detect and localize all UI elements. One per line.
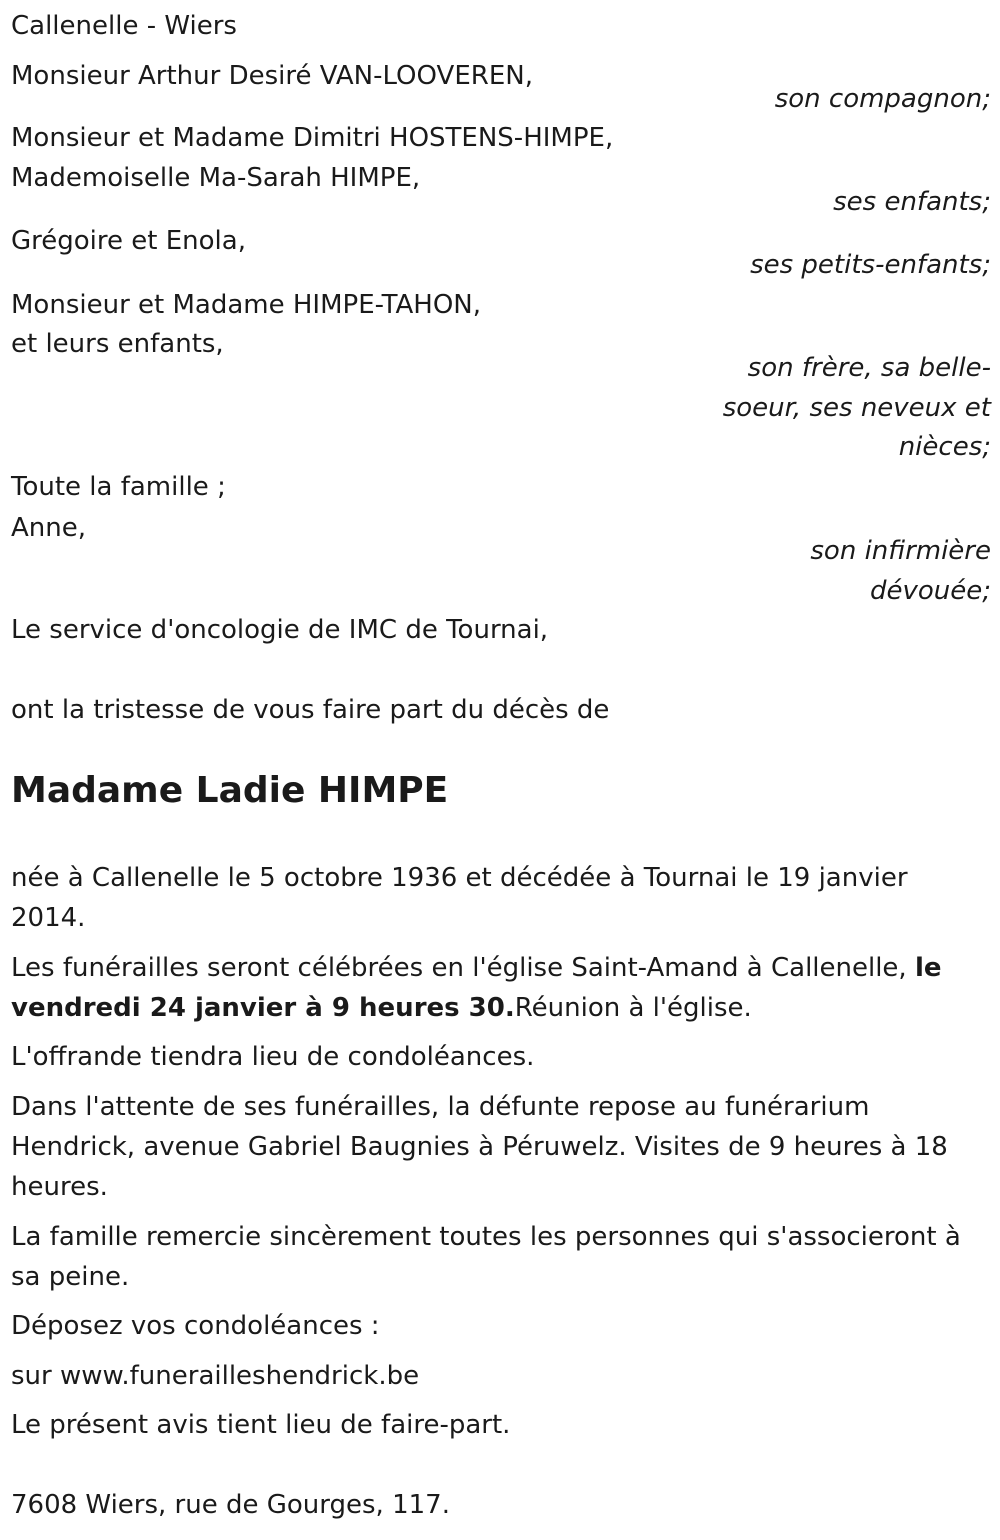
funeral-intro: Les funérailles seront célébrées en l'église Saint-Amand à Callenelle,	[11, 953, 915, 983]
funeral-date: le vendredi 24 janvier à 9 heures 30.	[11, 953, 942, 1023]
announcement-intro: ont la tristesse de vous faire part du décès de	[11, 695, 610, 725]
grandchildren-names: Grégoire et Enola,	[11, 226, 246, 256]
notice-line: Le présent avis tient lieu de faire-part.	[11, 1410, 511, 1440]
funeral-meeting: Réunion à l'église.	[514, 993, 752, 1023]
companion-name: Monsieur Arthur Desiré VAN-LOOVEREN,	[11, 61, 533, 91]
thanks-paragraph: La famille remercie sincèrement toutes les personnes qui s'associeront à sa peine.	[11, 1222, 961, 1292]
nurse-role-line-2: dévouée;	[869, 576, 991, 606]
children-role: ses enfants;	[833, 187, 991, 217]
grandchildren-role: ses petits-enfants;	[750, 250, 991, 280]
children-line-1: Monsieur et Madame Dimitri HOSTENS-HIMPE,	[11, 123, 614, 153]
oncology-service: Le service d'oncologie de IMC de Tournai,	[11, 615, 549, 645]
nurse-role-line-1: son infirmière	[810, 536, 991, 566]
brother-role-line-1: son frère, sa belle-	[747, 353, 991, 383]
whole-family: Toute la famille ;	[11, 472, 226, 502]
funeral-paragraph	[11, 948, 986, 1028]
visitation-paragraph: Dans l'attente de ses funérailles, la défunte repose au funérarium Hendrick, avenue Gabriel Baugnies à Péruwelz. Visites de 9 heures à 18 heures.	[11, 1092, 948, 1202]
brother-role-line-3: nièces;	[898, 432, 991, 462]
condolences-label: Déposez vos condoléances :	[11, 1311, 380, 1341]
brother-line-2: et leurs enfants,	[11, 329, 224, 359]
family-address: 7608 Wiers, rue de Gourges, 117.	[11, 1490, 450, 1520]
brother-role-line-2: soeur, ses neveux et	[722, 393, 991, 423]
brother-line-1: Monsieur et Madame HIMPE-TAHON,	[11, 290, 481, 320]
condolences-website[interactable]: sur www.funerailleshendrick.be	[11, 1361, 420, 1391]
birth-death-paragraph: née à Callenelle le 5 octobre 1936 et décédée à Tournai le 19 janvier 2014.	[11, 863, 908, 933]
companion-role: son compagnon;	[774, 84, 991, 114]
location-header: Callenelle - Wiers	[11, 11, 237, 41]
deceased-name: Madame Ladie HIMPE	[11, 770, 449, 811]
children-line-2: Mademoiselle Ma-Sarah HIMPE,	[11, 163, 421, 193]
offering-line: L'offrande tiendra lieu de condoléances.	[11, 1042, 535, 1072]
nurse-name: Anne,	[11, 513, 87, 543]
